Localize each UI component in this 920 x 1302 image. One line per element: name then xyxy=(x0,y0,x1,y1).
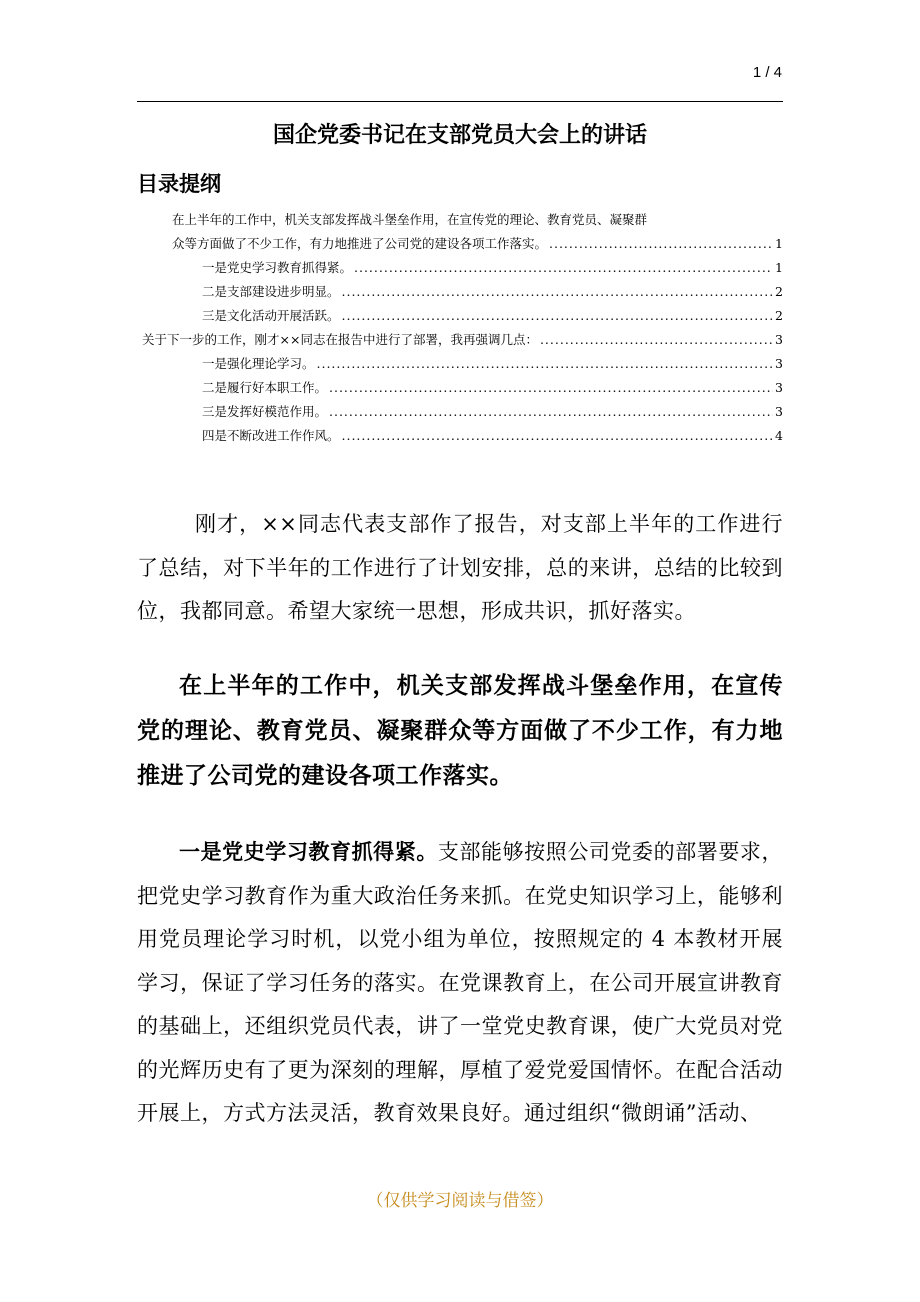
toc-entry-text: 关于下一步的工作，刚才××同志在报告中进行了部署，我再强调几点： xyxy=(142,332,538,347)
point-one-paragraph xyxy=(137,831,783,1136)
toc-page-number: 3 xyxy=(775,332,783,347)
toc-entry[interactable] xyxy=(137,424,783,448)
toc-entry-text: 一是党史学习教育抓得紧。 xyxy=(202,260,353,275)
toc-page-number: 3 xyxy=(775,404,783,419)
toc-entry[interactable] xyxy=(137,208,783,256)
toc-entry-text: 二是履行好本职工作。 xyxy=(202,380,328,395)
toc-leader-dots xyxy=(329,376,773,400)
toc-entry-text: 三是文化活动开展活跃。 xyxy=(202,308,340,323)
toc-entry[interactable] xyxy=(137,400,783,424)
toc-entry[interactable] xyxy=(137,352,783,376)
toc-leader-dots xyxy=(342,304,774,328)
toc-entry[interactable] xyxy=(137,328,783,352)
section-heading: 在上半年的工作中，机关支部发挥战斗堡垒作用，在宣传党的理论、教育党员、凝聚群众等方面做了不少工作，有力地推进了公司党的建设各项工作落实。 xyxy=(137,673,783,789)
toc-leader-dots xyxy=(549,232,773,256)
toc-page-number: 3 xyxy=(775,356,783,371)
point-one-lead: 一是党史学习教育抓得紧。 xyxy=(179,840,438,864)
toc-entry-text: 一是强化理论学习。 xyxy=(202,356,315,371)
header-divider xyxy=(137,101,783,102)
toc-leader-dots xyxy=(317,352,774,376)
toc-leader-dots xyxy=(342,280,774,304)
toc-entry-text: 在上半年的工作中，机关支部发挥战斗堡垒作用，在宣传党的理论、教育党员、凝聚群 xyxy=(172,212,648,227)
toc-page-number: 2 xyxy=(775,308,783,323)
point-one-body: 支部能够按照公司党委的部署要求，把党史学习教育作为重大政治任务来抓。在党史知识学习上，能够利用党员理论学习时机，以党小组为单位，按照规定的 4 本教材开展学习，保证了学习任务的落实。在党课教育上，在公司开展宣讲教育的基础上，还组织党员代表，讲了一堂党史教育课，使广大党员对党的光辉历史有了更为深刻的理解，厚植了爱党爱国情怀。在配合活动开展上，方式方法灵活，教育效果良好。通过组织“微朗诵”活动、 xyxy=(137,840,784,1125)
toc-entry[interactable] xyxy=(137,280,783,304)
toc-leader-dots xyxy=(342,424,774,448)
toc-page-number: 4 xyxy=(775,428,783,443)
document-title: 国企党委书记在支部党员大会上的讲话 xyxy=(272,123,647,148)
toc-heading: 目录提纲 xyxy=(137,172,221,196)
toc-leader-dots xyxy=(540,328,773,352)
toc-entry-text: 众等方面做了不少工作，有力地推进了公司党的建设各项工作落实。 xyxy=(172,236,548,251)
toc-leader-dots xyxy=(354,256,773,280)
page-indicator: 1 / 4 xyxy=(752,64,782,81)
intro-paragraph: 刚才，××同志代表支部作了报告，对支部上半年的工作进行了总结，对下半年的工作进行了计划安排，总的来讲，总结的比较到位，我都同意。希望大家统一思想，形成共识，抓好落实。 xyxy=(137,512,783,623)
toc-entry[interactable] xyxy=(137,304,783,328)
footer-note: （仅供学习阅读与借签） xyxy=(366,1191,554,1211)
table-of-contents xyxy=(137,208,783,448)
toc-page-number: 3 xyxy=(775,380,783,395)
toc-entry-text: 二是支部建设进步明显。 xyxy=(202,284,340,299)
toc-page-number: 1 xyxy=(775,236,783,251)
toc-entry[interactable] xyxy=(137,376,783,400)
toc-entry-text: 四是不断改进工作作风。 xyxy=(202,428,340,443)
toc-page-number: 1 xyxy=(775,260,783,275)
toc-entry-text: 三是发挥好模范作用。 xyxy=(202,404,328,419)
toc-entry[interactable] xyxy=(137,256,783,280)
toc-page-number: 2 xyxy=(775,284,783,299)
toc-leader-dots xyxy=(329,400,773,424)
